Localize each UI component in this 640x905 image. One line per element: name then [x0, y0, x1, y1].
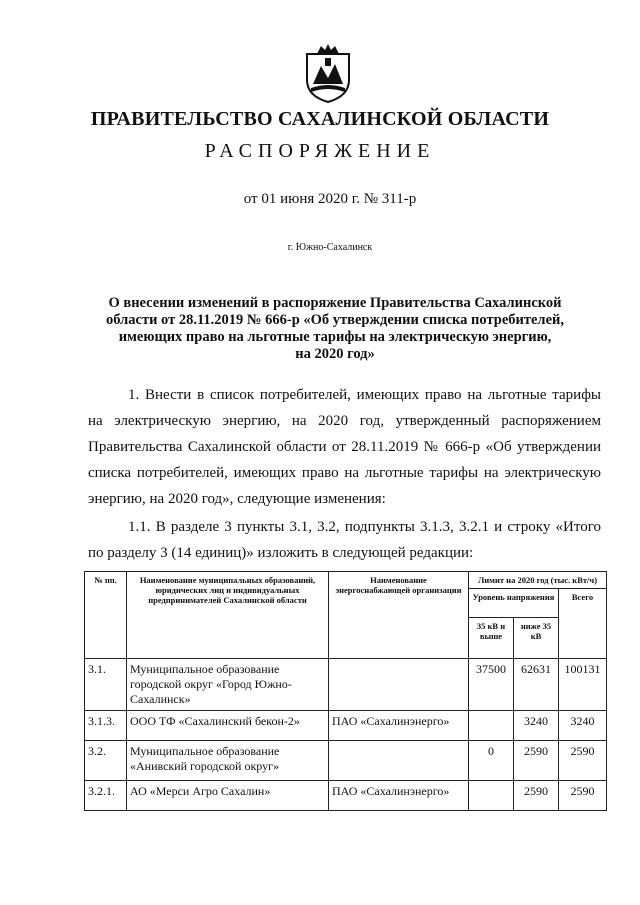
header-limit: Лимит на 2020 год (тыс. кВт/ч): [469, 572, 607, 589]
cell-below35: 62631: [514, 659, 559, 711]
table-row: [85, 659, 607, 711]
table-row: [85, 711, 607, 741]
cell-num: 3.2.: [85, 741, 127, 781]
cell-supplier: ПАО «Сахалинэнерго»: [329, 711, 469, 741]
paragraph-line: энергию, на 2020 год», следующие изменения:: [88, 491, 386, 507]
paragraph-line: по разделу 3 (14 единиц)» изложить в следующей редакции:: [88, 545, 474, 561]
table-row: [85, 781, 607, 811]
cell-name: ООО ТФ «Сахалинский бекон-2»: [127, 711, 329, 741]
heading-line: О внесении изменений в распоряжение Правительства Сахалинской: [108, 295, 562, 311]
header-below35: ниже 35 кВ: [514, 618, 559, 659]
cell-above35: 0: [469, 741, 514, 781]
cell-below35: 2590: [514, 781, 559, 811]
paragraph-line: 1.1. В разделе 3 пункты 3.1, 3.2, подпункты 3.1.3, 3.2.1 и строку «Итого: [128, 519, 601, 535]
cell-num: 3.1.: [85, 659, 127, 711]
paragraph-line: Правительства Сахалинской области от 28.11.2019 № 666-р «Об утверждении: [88, 439, 601, 455]
paragraph-line: 1. Внести в список потребителей, имеющих право на льготные тарифы: [128, 387, 601, 403]
document-city: г. Южно-Сахалинск: [287, 242, 373, 253]
document-heading: [95, 295, 575, 363]
cell-num: 3.2.1.: [85, 781, 127, 811]
document-date: от 01 июня 2020 г. № 311-р: [243, 191, 417, 207]
header-supplier: Наименование энергоснабжающей организации: [329, 572, 469, 659]
heading-line: области от 28.11.2019 № 666-р «Об утверждении списка потребителей,: [105, 312, 564, 328]
cell-supplier: [329, 659, 469, 711]
cell-supplier: ПАО «Сахалинэнерго»: [329, 781, 469, 811]
document-type: РАСПОРЯЖЕНИЕ: [204, 140, 436, 162]
paragraph-line: на электрическую энергию, на 2020 год, утвержденный распоряжением: [88, 413, 601, 429]
heading-line: имеющих право на льготные тарифы на электрическую энергию,: [118, 329, 552, 345]
paragraph-1: [88, 382, 601, 512]
header-total: Всего: [559, 589, 607, 659]
cell-supplier: [329, 741, 469, 781]
header-above35: 35 кВ и выше: [469, 618, 514, 659]
sakhalin-coat-of-arms-icon: [303, 40, 353, 104]
paragraph-line: списка потребителей, имеющих право на льготные тарифы на электрическую: [88, 465, 601, 481]
cell-total: 2590: [559, 781, 607, 811]
cell-below35: 2590: [514, 741, 559, 781]
cell-num: 3.1.3.: [85, 711, 127, 741]
header-name: Наименование муниципальных образований, юридических лиц и индивидуальных предпринимателей Сахалинской области: [127, 572, 329, 659]
cell-above35: [469, 711, 514, 741]
cell-below35: 3240: [514, 711, 559, 741]
cell-name: АО «Мерси Агро Сахалин»: [127, 781, 329, 811]
cell-total: 3240: [559, 711, 607, 741]
cell-above35: [469, 781, 514, 811]
cell-name: Муниципальное образование «Анивский городской округ»: [127, 741, 329, 781]
heading-line: на 2020 год»: [295, 346, 375, 362]
paragraph-2: [88, 514, 601, 566]
cell-above35: 37500: [469, 659, 514, 711]
table-row: [85, 741, 607, 781]
cell-total: 100131: [559, 659, 607, 711]
cell-name: Муниципальное образование городской округ «Город Южно-Сахалинск»: [127, 659, 329, 711]
header-num: № пп.: [85, 572, 127, 659]
header-voltage: Уровень напряжения: [469, 589, 559, 618]
consumers-limit-table: [84, 571, 607, 811]
cell-total: 2590: [559, 741, 607, 781]
government-title: ПРАВИТЕЛЬСТВО САХАЛИНСКОЙ ОБЛАСТИ: [90, 108, 550, 130]
